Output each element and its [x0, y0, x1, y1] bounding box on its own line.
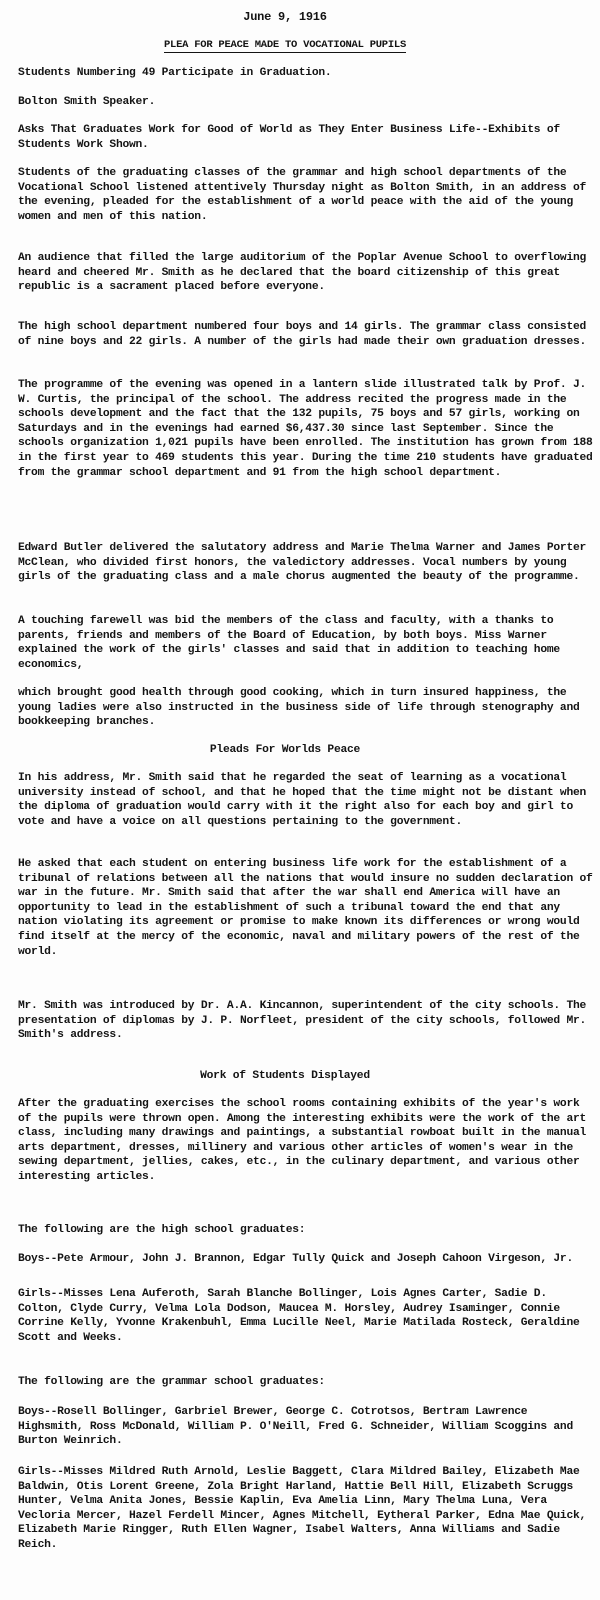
paragraph-audience: An audience that filled the large auditorium of the Poplar Avenue School to overflowing heard and cheered Mr. Smith as he declared that the board citizenship of this great republic is a sacrament placed before everyone.: [18, 252, 587, 294]
high-school-girls-list: Girls--Misses Lena Auferoth, Sarah Blanche Bollinger, Lois Agnes Carter, Sadie D. Colton, Clyde Curry, Velma Lola Dodson, Maucea M. Horsley, Audrey Isaminger, Connie Corrine Kelly, Yvonne Krakenbuhl, Emma Lucille Neel, Marie Matilada Rosteck, Geraldine Scott and Weeks.: [18, 1288, 580, 1344]
grammar-school-intro: The following are the grammar school graduates:: [18, 1376, 325, 1388]
paragraph-tribunal: He asked that each student on entering business life work for the establishment of a tribunal of relations between all the nations that would insure no sudden declaration of war in the future. Mr. Smith said that after the war shall end America will have an opportunity to lead in the establishment of such a tribunal toward the end that any nation violating its agreement or promise to make known its differences or wrong would find itself at the mercy of the economic, naval and military powers of the rest of the world.: [18, 858, 593, 958]
subhead-work-displayed: Work of Students Displayed: [200, 1070, 370, 1082]
document-headline: [0, 38, 570, 53]
paragraph-exhibits: After the graduating exercises the school rooms containing exhibits of the year's work of the pupils were thrown open. Among the interesting exhibits were the work of the art class, including many drawings and paintings, a substantial rowboat built in the manual arts department, dresses, millinery and various other articles of women's wear in the sewing department, jellies, cakes, etc., in the culinary department, and various other interesting articles.: [18, 1098, 587, 1183]
deck-line-participation: Students Numbering 49 Participate in Graduation.: [18, 67, 332, 79]
paragraph-introduction: Mr. Smith was introduced by Dr. A.A. Kincannon, superintendent of the city schools. The presentation of diplomas by J. P. Norfleet, president of the city schools, followed Mr. Smith's address.: [18, 1000, 587, 1042]
document-date: June 9, 1916: [243, 10, 327, 24]
headline-text: PLEA FOR PEACE MADE TO VOCATIONAL PUPILS: [163, 39, 407, 51]
paragraph-intro: Students of the graduating classes of the grammar and high school departments of the Vocational School listened attentively Thursday night as Bolton Smith, in an address of the evening, pleaded for the establishment of a world peace with the aid of the young women and men of this nation.: [18, 167, 587, 223]
deck-line-summary: Asks That Graduates Work for Good of World as They Enter Business Life--Exhibits of Students Work Shown.: [18, 124, 560, 151]
grammar-school-girls-list: Girls--Misses Mildred Ruth Arnold, Leslie Baggett, Clara Mildred Bailey, Elizabeth Mae Baldwin, Otis Lorent Greene, Zola Bright Harland, Hattie Bell Hill, Elizabeth Scruggs Hunter, Velma Anita Jones, Bessie Kaplin, Eva Amelia Linn, Mary Thelma Luna, Vera Vecloria Mercer, Hazel Ferdell Mincer, Agnes Mitchell, Eytheral Parker, Edna Mae Quick, Elizabeth Marie Ringger, Ruth Ellen Wagner, Isabel Walters, Anna Williams and Sadie Reich.: [18, 1466, 587, 1551]
subhead-worlds-peace: Pleads For Worlds Peace: [209, 744, 361, 756]
high-school-boys-list: Boys--Pete Armour, John J. Brannon, Edgar Tully Quick and Joseph Cahoon Virgeson, Jr.: [18, 1253, 573, 1265]
paragraph-smith-address: In his address, Mr. Smith said that he regarded the seat of learning as a vocational university instead of school, and that he hoped that the time might not be distant when the diploma of graduation would carry with it the right also for each boy and girl to vote and have a voice on all questions pertaining to the government.: [18, 772, 587, 828]
grammar-school-boys-list: Boys--Rosell Bollinger, Garbriel Brewer, George C. Cotrotsos, Bertram Lawrence Highsmith, Ross McDonald, William P. O'Neill, Fred G. Schneider, William Scoggins and Burton Weinrich.: [18, 1406, 573, 1448]
paragraph-farewell: A touching farewell was bid the members of the class and faculty, with a thanks to parents, friends and members of the Board of Education, by both boys. Miss Warner explained the work of the girls' classes and said that in addition to teaching home economics,: [18, 615, 560, 671]
high-school-intro: The following are the high school graduates:: [18, 1224, 306, 1236]
deck-line-speaker: Bolton Smith Speaker.: [18, 96, 156, 108]
paragraph-programme: The programme of the evening was opened in a lantern slide illustrated talk by Prof. J. W. Curtis, the principal of the school. The address recited the progress made in the schools development and the fact that the 132 pupils, 75 boys and 57 girls, working on Saturdays and in the evenings had earned $6,437.30 since last September. Since the schools organization 1,021 pupils have been enrolled. The institution has grown from 188 in the first year to 469 students this year. During the time 210 students have graduated from the grammar school department and 91 from the high school department.: [18, 379, 593, 479]
paragraph-class-numbers: The high school department numbered four boys and 14 girls. The grammar class consisted of nine boys and 22 girls. A number of the girls had made their own graduation dresses.: [18, 321, 587, 348]
paragraph-addresses: Edward Butler delivered the salutatory address and Marie Thelma Warner and James Porter McClean, who divided first honors, the valedictory addresses. Vocal numbers by young girls of the graduating class and a male chorus augmented the beauty of the programme.: [18, 542, 587, 584]
paragraph-instruction: which brought good health through good cooking, which in turn insured happiness, the young ladies were also instructed in the business side of life through stenography and bookkeeping branches.: [18, 687, 580, 729]
